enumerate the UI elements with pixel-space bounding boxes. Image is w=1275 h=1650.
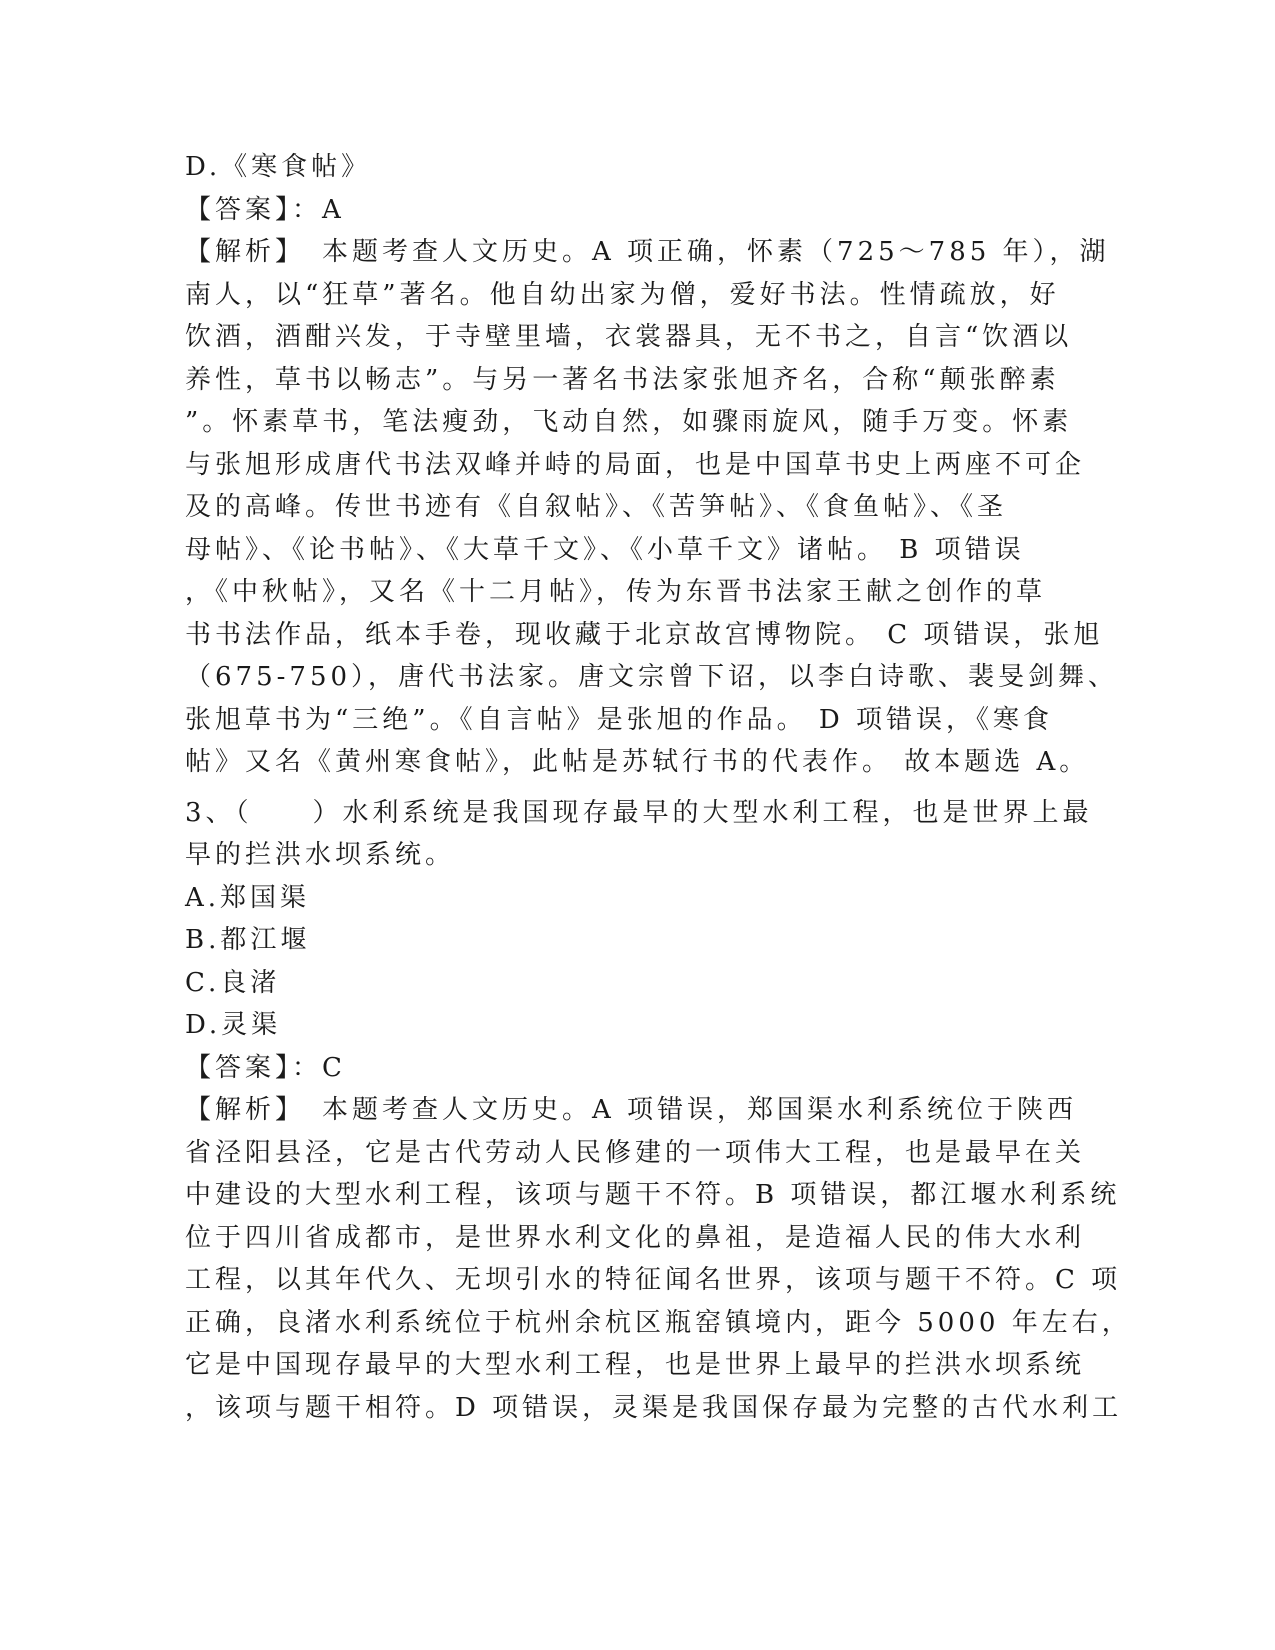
q2-analysis-line: 【解析】 本题考查人文历史。A 项正确，怀素（725～785 年），湖 — [185, 237, 1110, 267]
q2-analysis-line: 母帖》、《论书帖》、《大草千文》、《小草千文》诸帖。 B 项错误 — [185, 534, 1025, 565]
q2-analysis-line: （675-750），唐代书法家。唐文宗曾下诏，以李白诗歌、裴旻剑舞、 — [185, 662, 1119, 692]
q2-analysis-line: 饮酒，酒酣兴发，于寺壁里墙，衣裳器具，无不书之，自言“饮酒以 — [185, 322, 1073, 352]
question-spacer — [185, 784, 1085, 792]
q3-analysis-line: ，该项与题干相符。D 项错误，灵渠是我国保存最为完整的古代水利工 — [185, 1392, 1123, 1423]
q3-analysis-line: 工程，以其年代久、无坝引水的特征闻名世界，该项与题干不符。C 项 — [185, 1265, 1122, 1295]
q2-analysis-line: ”。怀素草书，笔法瘦劲，飞动自然，如骤雨旋风，随手万变。怀素 — [185, 407, 1073, 437]
q2-option-d: D.《寒食帖》 — [185, 152, 372, 182]
q3-option-c: C.良渚 — [185, 967, 281, 998]
q2-analysis-line: ，《中秋帖》，又名《十二月帖》，传为东晋书法家王献之创作的草 — [185, 577, 1047, 607]
q2-analysis-line: 帖》又名《黄州寒食帖》，此帖是苏轼行书的代表作。 故本题选 A。 — [185, 747, 1090, 777]
q3-analysis-line: 【解析】 本题考查人文历史。A 项错误，郑国渠水利系统位于陕西 — [185, 1095, 1078, 1125]
q3-stem-line: 3、（ ）水利系统是我国现存最早的大型水利工程，也是世界上最 — [185, 797, 1093, 828]
q3-analysis-line: 位于四川省成都市，是世界水利文化的鼻祖，是造福人民的伟大水利 — [185, 1222, 1086, 1253]
q3-answer: 【答案】：C — [185, 1052, 346, 1083]
q3-option-d: D.灵渠 — [185, 1010, 282, 1040]
q3-analysis-line: 它是中国现存最早的大型水利工程，也是世界上最早的拦洪水坝系统 — [185, 1350, 1086, 1380]
q3-analysis-line: 省泾阳县泾，它是古代劳动人民修建的一项伟大工程，也是最早在关 — [185, 1137, 1086, 1168]
q2-analysis-line: 张旭草书为“三绝”。《自言帖》是张旭的作品。 D 项错误，《寒食 — [185, 704, 1053, 735]
q2-analysis-line: 及的高峰。传世书迹有《自叙帖》、《苦笋帖》、《食鱼帖》、《圣 — [185, 492, 1008, 522]
q2-analysis-line: 南人，以“狂草”著名。他自幼出家为僧，爱好书法。性情疏放，好 — [185, 279, 1060, 310]
q2-analysis-line: 书书法作品，纸本手卷，现收藏于北京故宫博物院。 C 项错误，张旭 — [185, 619, 1104, 650]
q2-analysis-line: 养性，草书以畅志”。与另一著名书法家张旭齐名，合称“颠张醉素 — [185, 364, 1060, 395]
q3-stem-line: 早的拦洪水坝系统。 — [185, 840, 456, 870]
q3-option-b: B.都江堰 — [185, 925, 311, 955]
q2-analysis-line: 与张旭形成唐代书法双峰并峙的局面，也是中国草书史上两座不可企 — [185, 449, 1086, 480]
q2-answer: 【答案】：A — [185, 194, 345, 225]
q3-option-a: A.郑国渠 — [185, 882, 311, 913]
q3-analysis-line: 中建设的大型水利工程，该项与题干不符。B 项错误，都江堰水利系统 — [185, 1180, 1121, 1210]
q3-analysis-line: 正确，良渚水利系统位于杭州余杭区瓶窑镇境内，距今 5000 年左右， — [185, 1307, 1132, 1338]
document-page — [185, 146, 1132, 1429]
